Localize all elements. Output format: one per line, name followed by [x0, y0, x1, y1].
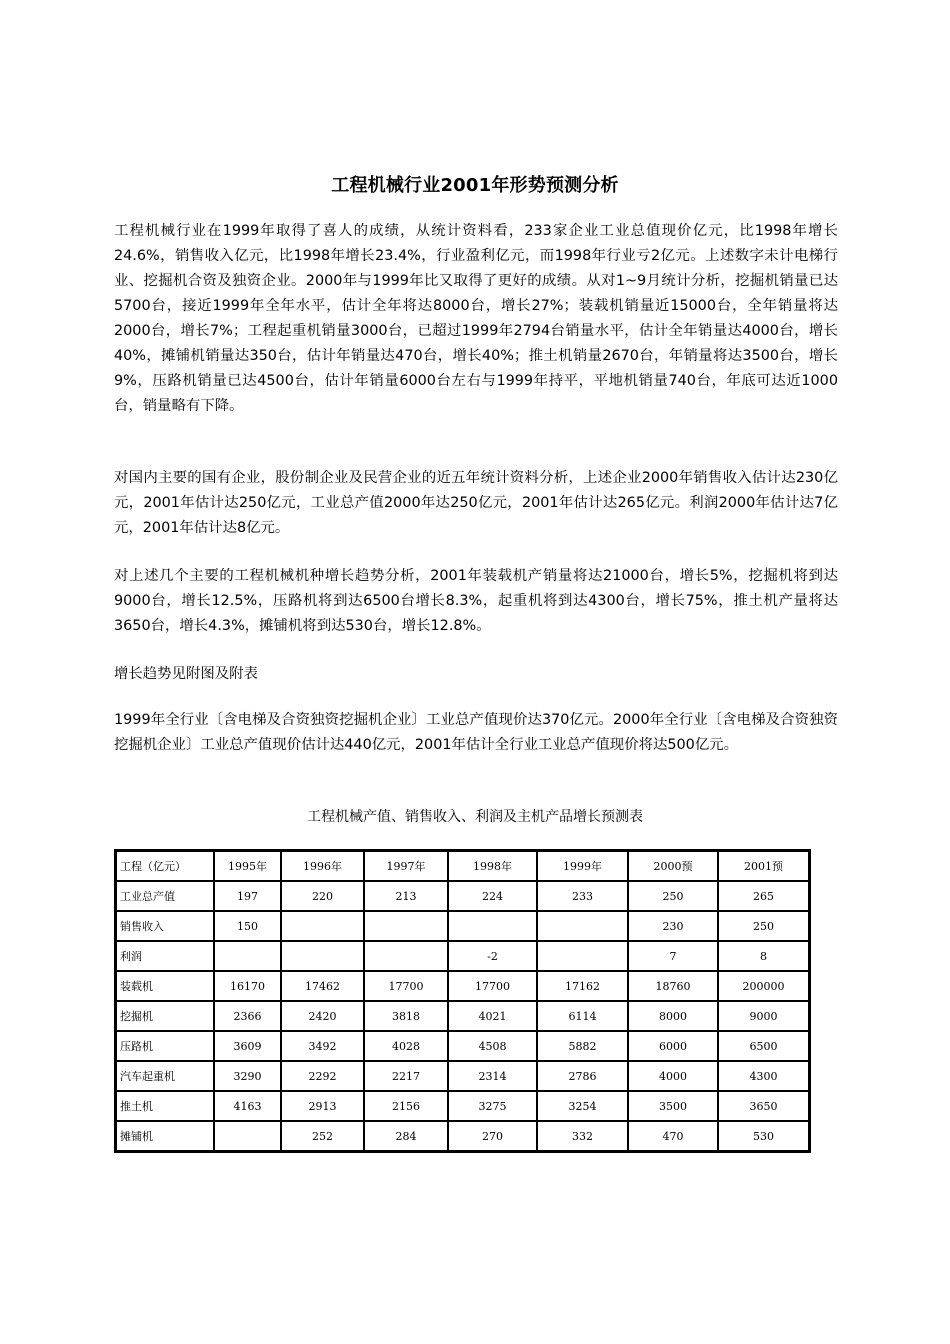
table-cell: 2217	[364, 1061, 448, 1091]
table-cell: 16170	[214, 971, 281, 1001]
table-row-label: 利润	[116, 941, 214, 971]
table-cell: 270	[448, 1121, 537, 1151]
table-cell: 2366	[214, 1001, 281, 1031]
paragraph-appendix-note: 增长趋势见附图及附表	[114, 666, 258, 682]
table-cell: 3650	[718, 1091, 809, 1121]
table-row	[116, 881, 809, 911]
table-header-cell: 1995年	[214, 851, 281, 881]
table-caption: 工程机械产值、销售收入、利润及主机产品增长预测表	[307, 809, 643, 825]
table-cell: 7	[628, 941, 718, 971]
table-cell: 17700	[448, 971, 537, 1001]
table-cell	[537, 911, 628, 941]
table-cell	[214, 1121, 281, 1151]
table-cell: 2156	[364, 1091, 448, 1121]
table-cell: 3500	[628, 1091, 718, 1121]
table-cell: 6000	[628, 1031, 718, 1061]
table-cell: 197	[214, 881, 281, 911]
table-cell: -2	[448, 941, 537, 971]
table-cell: 3818	[364, 1001, 448, 1031]
table-cell: 17462	[281, 971, 364, 1001]
table-cell: 470	[628, 1121, 718, 1151]
forecast-table	[114, 849, 811, 1153]
table-header-cell: 2000预	[628, 851, 718, 881]
table-cell	[214, 941, 281, 971]
table-row	[116, 971, 809, 1001]
table-cell: 4000	[628, 1061, 718, 1091]
table-cell	[281, 941, 364, 971]
table-cell: 2420	[281, 1001, 364, 1031]
table-cell	[364, 911, 448, 941]
table-cell: 233	[537, 881, 628, 911]
table-cell: 3609	[214, 1031, 281, 1061]
table-cell: 17700	[364, 971, 448, 1001]
table-header-cell: 1996年	[281, 851, 364, 881]
table-cell: 3492	[281, 1031, 364, 1061]
table-header-cell: 1998年	[448, 851, 537, 881]
table-cell: 4021	[448, 1001, 537, 1031]
table-cell: 150	[214, 911, 281, 941]
table-cell: 3275	[448, 1091, 537, 1121]
table-cell: 8	[718, 941, 809, 971]
table-cell: 224	[448, 881, 537, 911]
table-cell: 17162	[537, 971, 628, 1001]
table-cell: 4028	[364, 1031, 448, 1061]
table-row	[116, 911, 809, 941]
table-header-cell: 1997年	[364, 851, 448, 881]
table-cell: 4508	[448, 1031, 537, 1061]
table-cell: 3254	[537, 1091, 628, 1121]
table-cell: 4300	[718, 1061, 809, 1091]
table-cell: 18760	[628, 971, 718, 1001]
table-row-label: 装载机	[116, 971, 214, 1001]
table-row-label: 销售收入	[116, 911, 214, 941]
table-row-label: 摊铺机	[116, 1121, 214, 1151]
table-row	[116, 1001, 809, 1031]
table-cell: 252	[281, 1121, 364, 1151]
table-header-cell: 工程（亿元）	[116, 851, 214, 881]
table-cell	[448, 911, 537, 941]
table-cell: 250	[628, 881, 718, 911]
table-cell: 2786	[537, 1061, 628, 1091]
document-title: 工程机械行业2001年形势预测分析	[331, 175, 619, 196]
table-row-label: 推土机	[116, 1091, 214, 1121]
table-cell	[281, 911, 364, 941]
table-row	[116, 1061, 809, 1091]
table-cell: 332	[537, 1121, 628, 1151]
table-cell: 4163	[214, 1091, 281, 1121]
table-cell: 530	[718, 1121, 809, 1151]
table-row	[116, 1031, 809, 1061]
paragraph-industry-output: 1999年全行业〔含电梯及合资独资挖掘机企业〕工业总产值现价达370亿元。2000年全行业〔含电梯及合资独资挖掘机企业〕工业总产值现价估计达440亿元，2001年估计全行业工业总产值现价将达500亿元。	[114, 712, 838, 753]
table-cell: 220	[281, 881, 364, 911]
table-cell	[364, 941, 448, 971]
table-row	[116, 941, 809, 971]
paragraph-industry-1999: 工程机械行业在1999年取得了喜人的成绩，从统计资料看，233家企业工业总值现价亿元，比1998年增长24.6%，销售收入亿元，比1998年增长23.4%，行业盈利亿元，而1998年行业亏2亿元。上述数字未计电梯行业、挖掘机合资及独资企业。2000年与1999年比又取得了更好的成绩。从对1~9月统计分析，挖掘机销量已达5700台，接近1999年全年水平，估计全年将达8000台，增长27%；装载机销量近15000台，全年销量将达2000台，增长7%；工程起重机销量3000台，已超过1999年2794台销量水平，估计全年销量达4000台，增长40%，摊铺机销量达350台，估计年销量达470台，增长40%；推土机销量2670台，年销量将达3500台，增长9%，压路机销量已达4500台，估计年销量6000台左右与1999年持平，平地机销量740台，年底可达近1000台，销量略有下降。	[114, 223, 838, 414]
table-row-label: 压路机	[116, 1031, 214, 1061]
table-header-cell: 2001预	[718, 851, 809, 881]
table-cell: 6500	[718, 1031, 809, 1061]
table-cell: 213	[364, 881, 448, 911]
table-cell: 8000	[628, 1001, 718, 1031]
table-cell: 230	[628, 911, 718, 941]
table-cell: 5882	[537, 1031, 628, 1061]
table-row-label: 工业总产值	[116, 881, 214, 911]
table-row	[116, 1091, 809, 1121]
table-cell: 265	[718, 881, 809, 911]
paragraph-growth-trends: 对上述几个主要的工程机械机种增长趋势分析，2001年装载机产销量将达21000台，增长5%，挖掘机将到达9000台，增长12.5%，压路机将到达6500台增长8.3%，起重机将到达4300台，增长75%，推土机产量将达3650台，增长4.3%，摊铺机将到达530台，增长12.8%。	[114, 568, 838, 634]
table-cell: 9000	[718, 1001, 809, 1031]
table-cell: 200000	[718, 971, 809, 1001]
table-cell: 250	[718, 911, 809, 941]
table-cell: 3290	[214, 1061, 281, 1091]
table-cell: 284	[364, 1121, 448, 1151]
table-cell	[537, 941, 628, 971]
paragraph-key-enterprises: 对国内主要的国有企业，股份制企业及民营企业的近五年统计资料分析，上述企业2000年销售收入估计达230亿元，2001年估计达250亿元，工业总产值2000年达250亿元，2001年估计达265亿元。利润2000年估计达7亿元，2001年估计达8亿元。	[114, 470, 838, 536]
table-row	[116, 1121, 809, 1151]
table-cell: 6114	[537, 1001, 628, 1031]
table-row-label: 挖掘机	[116, 1001, 214, 1031]
table-cell: 2314	[448, 1061, 537, 1091]
table-row-label: 汽车起重机	[116, 1061, 214, 1091]
table-header-row	[116, 851, 809, 881]
table-cell: 2292	[281, 1061, 364, 1091]
table-cell: 2913	[281, 1091, 364, 1121]
table-header-cell: 1999年	[537, 851, 628, 881]
